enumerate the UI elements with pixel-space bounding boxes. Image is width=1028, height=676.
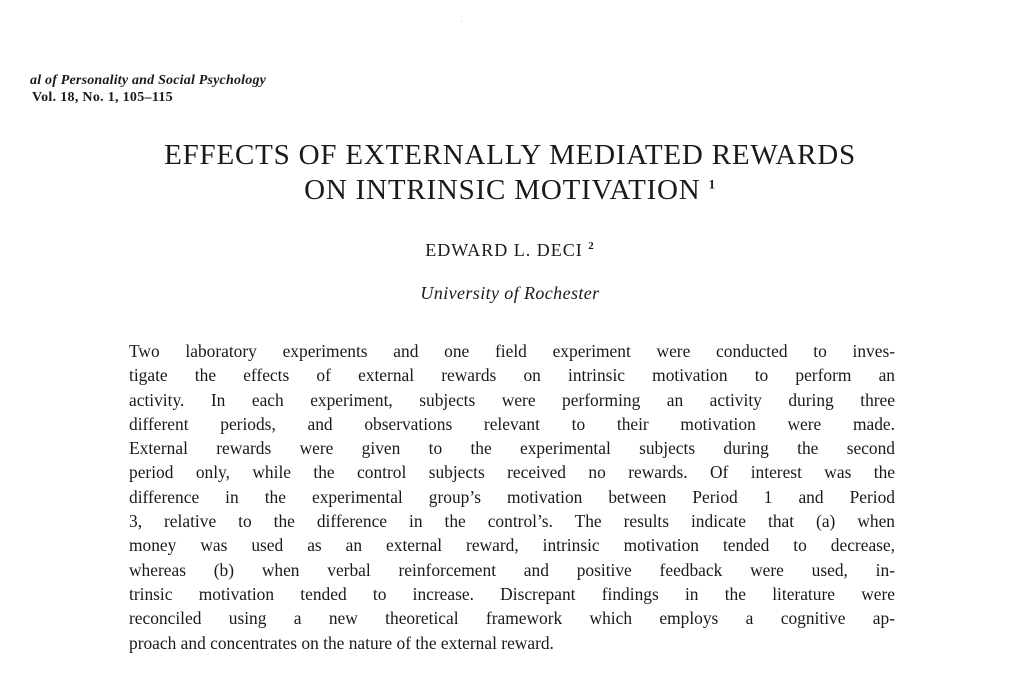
author-name: EDWARD L. DECI [425, 240, 583, 260]
abstract-line: reconciled using a new theoretical framework which employs a cognitive ap- [129, 608, 895, 629]
abstract-line: whereas (b) when verbal reinforcement and positive feedback were used, in- [129, 559, 895, 580]
article-title-line-1: EFFECTS OF EXTERNALLY MEDIATED REWARDS [164, 139, 856, 171]
article-title-line-2-text: ON INTRINSIC MOTIVATION [304, 174, 701, 206]
journal-volume: Vol. 18, No. 1, 105–115 [32, 90, 173, 105]
author-line [0, 238, 1020, 262]
author-affiliation: University of Rochester [420, 283, 600, 303]
abstract-line: period only, while the control subjects received no rewards. Of interest was the [129, 462, 895, 483]
article-title-line-2 [0, 173, 1020, 208]
abstract-line: difference in the experimental group’s motivation between Period 1 and Period [129, 486, 895, 507]
abstract-line: activity. In each experiment, subjects were performing an activity during three [129, 389, 895, 410]
abstract-line: 3, relative to the difference in the control’s. The results indicate that (a) when [129, 511, 895, 532]
abstract-line: External rewards were given to the experimental subjects during the second [129, 438, 895, 459]
author-footnote-mark: 2 [588, 240, 595, 252]
abstract-line: different periods, and observations relevant to their motivation were made. [129, 413, 895, 434]
abstract-line: tigate the effects of external rewards on intrinsic motivation to perform an [129, 365, 895, 386]
scan-speck [461, 21, 462, 22]
abstract-line: money was used as an external reward, intrinsic motivation tended to decrease, [129, 535, 895, 556]
abstract-line: proach and concentrates on the nature of the external reward. [129, 632, 554, 653]
abstract [129, 339, 895, 655]
abstract-line: trinsic motivation tended to increase. Discrepant findings in the literature were [129, 583, 895, 604]
abstract-line: Two laboratory experiments and one field experiment were conducted to inves- [129, 341, 895, 361]
title-footnote-mark: 1 [708, 176, 716, 192]
journal-name: al of Personality and Social Psychology [30, 73, 267, 88]
